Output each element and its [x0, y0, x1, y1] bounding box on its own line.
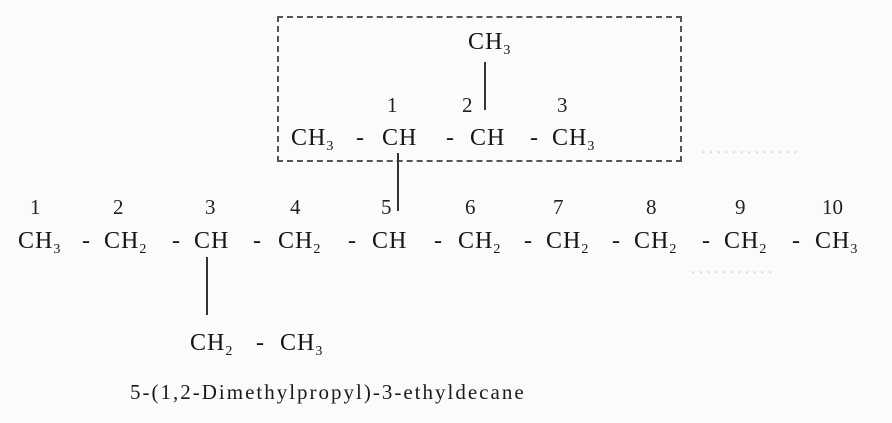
ethyl-group-ch2: $CH_2$: [190, 330, 234, 359]
main-chain-locant-5: 5: [381, 195, 392, 219]
main-chain-locant-9: 9: [735, 195, 746, 219]
main-chain-group-10: $CH_3$: [815, 228, 859, 257]
bond-dash: -: [792, 228, 800, 254]
bond-dash: -: [702, 228, 710, 254]
main-chain-locant-1: 1: [30, 195, 41, 219]
main-chain-locant-7: 7: [553, 195, 564, 219]
main-chain-group-3: CH: [194, 228, 230, 254]
main-chain-locant-2: 2: [113, 195, 124, 219]
main-chain-group-4: $CH_2$: [278, 228, 322, 257]
bond-line-top-methyl: [484, 62, 486, 110]
bond-dash: -: [434, 228, 442, 254]
bond-dash: -: [253, 228, 261, 254]
main-chain-group-8: $CH_2$: [634, 228, 678, 257]
bond-dash: -: [172, 228, 180, 254]
side-chain-group-4: $CH_3$: [552, 125, 596, 154]
main-chain-locant-8: 8: [646, 195, 657, 219]
side-chain-group-2: CH: [382, 125, 418, 151]
figure-caption: 5-(1,2-Dimethylpropyl)-3-ethyldecane: [130, 380, 526, 404]
bond-dash: -: [356, 125, 364, 151]
main-chain-group-6: $CH_2$: [458, 228, 502, 257]
main-chain-locant-6: 6: [465, 195, 476, 219]
main-chain-locant-10: 10: [822, 195, 843, 219]
bond-dash: -: [256, 330, 264, 356]
side-chain-group-3: CH: [470, 125, 506, 151]
bond-dash: -: [82, 228, 90, 254]
main-chain-group-5: CH: [372, 228, 408, 254]
side-chain-group-1: $CH_3$: [291, 125, 335, 154]
side-chain-locant-2: 2: [462, 93, 473, 117]
bond-line-ethyl: [206, 257, 208, 315]
side-chain-top-methyl: $CH_3$: [468, 29, 512, 58]
ethyl-group-ch3: $CH_3$: [280, 330, 324, 359]
background-ghost-text: ·············: [700, 142, 800, 164]
bond-dash: -: [446, 125, 454, 151]
main-chain-group-9: $CH_2$: [724, 228, 768, 257]
bond-dash: -: [612, 228, 620, 254]
main-chain-locant-4: 4: [290, 195, 301, 219]
bond-dash: -: [530, 125, 538, 151]
bond-dash: -: [348, 228, 356, 254]
main-chain-group-7: $CH_2$: [546, 228, 590, 257]
side-chain-locant-3: 3: [557, 93, 568, 117]
side-chain-locant-1: 1: [387, 93, 398, 117]
main-chain-group-2: $CH_2$: [104, 228, 148, 257]
background-ghost-text: ···········: [690, 262, 775, 284]
bond-dash: -: [524, 228, 532, 254]
main-chain-locant-3: 3: [205, 195, 216, 219]
bond-line-substituent: [397, 153, 399, 211]
main-chain-group-1: $CH_3$: [18, 228, 62, 257]
